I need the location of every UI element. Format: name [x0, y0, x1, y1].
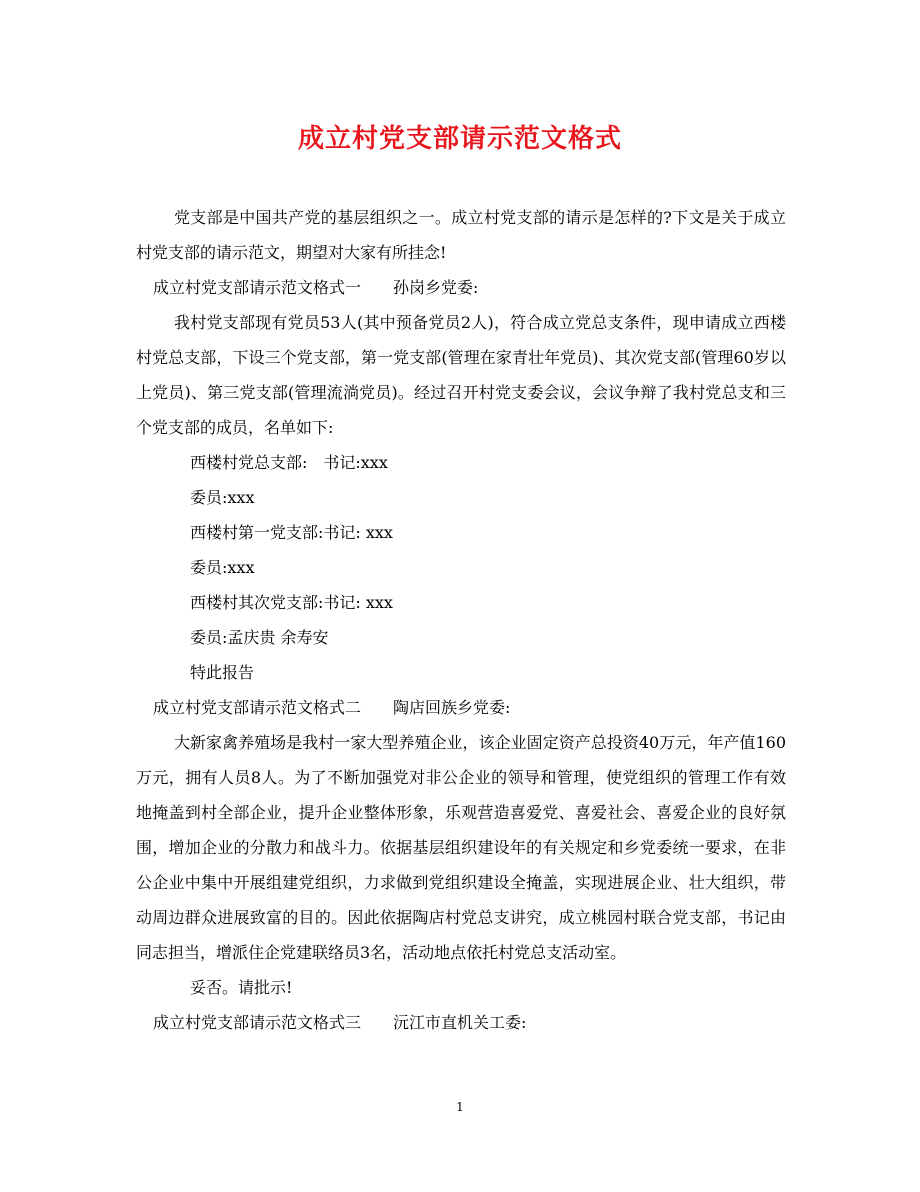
page-number: 1	[456, 1100, 464, 1114]
document-title: 成立村党支部请示范文格式	[297, 124, 622, 154]
section2-closing: 妥否。请批示!	[190, 978, 293, 997]
section1-item-second-branch: 西楼村其次党支部:书记: xxx	[190, 593, 393, 612]
section2-heading: 成立村党支部请示范文格式二 陶店回族乡党委:	[153, 698, 511, 717]
section1-item-first-branch: 西楼村第一党支部:书记: xxx	[190, 523, 393, 542]
document-body	[136, 200, 803, 1040]
section1-heading: 成立村党支部请示范文格式一 孙岗乡党委:	[153, 278, 479, 297]
section2-body: 大新家禽养殖场是我村一家大型养殖企业，该企业固定资产总投资40万元，年产值160万元，拥有人员8人。为了不断加强党对非公企业的领导和管理，使党组织的管理工作有效地掩盖到村全部企业，提升企业整体形象，乐观营造喜爱党、喜爱社会、喜爱企业的良好氛围，增加企业的分散力和战斗力。依据基层组织建设年的有关规定和乡党委统一要求，在非公企业中集中开展组建党组织，力求做到党组织建设全掩盖，实现进展企业、壮大组织，带动周边群众进展致富的目的。因此依据陶店村党总支讲究，成立桃园村联合党支部，书记由 同志担当，增派住企党建联络员3名，活动地点依托村党总支活动室。	[136, 733, 803, 962]
section1-item-committee-2: 委员:xxx	[190, 558, 255, 577]
section1-item-report: 特此报告	[190, 663, 255, 682]
section1-item-committee-3: 委员:孟庆贵 余寿安	[190, 628, 329, 647]
intro-paragraph: 党支部是中国共产党的基层组织之一。成立村党支部的请示是怎样的?下文是关于成立村党支部的请示范文，期望对大家有所挂念!	[136, 208, 786, 262]
section1-body: 我村党支部现有党员53人(其中预备党员2人)，符合成立党总支条件，现申请成立西楼村党总支部，下设三个党支部，第一党支部(管理在家青壮年党员)、其次党支部(管理60岁以上党员)、第三党支部(管理流淌党员)。经过召开村党支委会议，会议争辩了我村党总支和三个党支部的成员，名单如下:	[136, 313, 786, 437]
section1-item-general-branch: 西楼村党总支部: 书记:xxx	[190, 453, 388, 472]
section3-heading: 成立村党支部请示范文格式三 沅江市直机关工委:	[153, 1013, 527, 1032]
section1-item-committee-1: 委员:xxx	[190, 488, 255, 507]
